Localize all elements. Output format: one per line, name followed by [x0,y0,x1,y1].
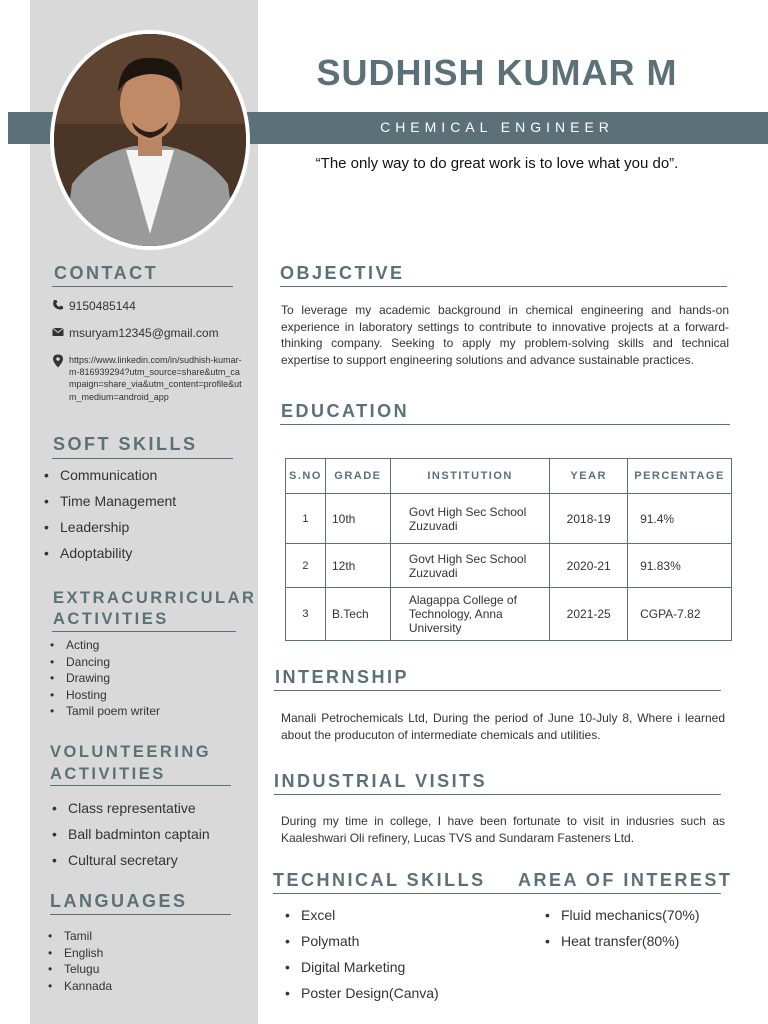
cell-percentage: CGPA-7.82 [628,588,732,641]
volunteering-heading-line1: VOLUNTEERING [50,743,212,761]
area-of-interest-list [545,902,700,954]
cell-percentage: 91.4% [628,494,732,544]
extracurricular-list [50,637,160,720]
area-of-interest-heading: AREA OF INTEREST [518,870,733,890]
industrial-visits-text: During my time in college, I have been fortunate to visit in indusries such as Kaaleshwari Oli refinery, Lucas TVS and Sundaram Fasteners Ltd. [281,814,725,845]
internship-rule [274,690,721,691]
list-item: • Digital Marketing [285,954,439,980]
contact-phone [52,299,136,314]
list-item: • Communication [44,462,176,488]
list-item: • Poster Design(Canva) [285,980,439,1006]
list-item: • Dancing [50,654,160,671]
volunteering-heading-line2: ACTIVITIES [50,765,166,783]
technical-skills-rule [273,893,721,894]
list-item: • English [48,945,112,962]
extracurricular-rule [52,631,236,632]
contact-heading: CONTACT [54,263,159,283]
soft-skills-rule [52,458,233,459]
list-item: • Excel [285,902,439,928]
objective-text: To leverage my academic background in chemical engineering and hands-on experience in laboratory settings to contribute to innovative projects at a forward-thinking company. Seeking to apply my problem-solving skills and technical expertise to support engineering solutions and advance sustainable practices. [281,303,729,367]
table-row [286,544,732,588]
volunteering-list [52,795,210,873]
contact-rule [52,286,233,287]
education-rule [280,424,730,425]
extracurricular-heading-line2: ACTIVITIES [53,610,169,628]
list-item: • Leadership [44,514,176,540]
education-table [285,458,732,641]
phone-number: 9150485144 [69,299,136,313]
industrial-visits-rule [274,794,721,795]
cell-grade: B.Tech [325,588,390,641]
list-item: • Tamil poem writer [50,703,160,720]
industrial-visits-heading: INDUSTRIAL VISITS [274,771,488,791]
column-header: INSTITUTION [390,459,549,494]
column-header: YEAR [550,459,628,494]
contact-email [52,326,219,340]
list-item: • Class representative [52,795,210,821]
cell-grade: 10th [325,494,390,544]
cell-institution: Alagappa College of Technology, Anna University [390,588,549,641]
column-header: PERCENTAGE [628,459,732,494]
quote: “The only way to do great work is to love what you do”. [315,155,679,172]
list-item: • Hosting [50,687,160,704]
list-item: • Time Management [44,488,176,514]
volunteering-rule [50,785,231,786]
list-item: • Ball badminton captain [52,821,210,847]
extracurricular-heading [53,588,256,630]
cell-institution: Govt High Sec School Zuzuvadi [390,494,549,544]
email-icon [52,326,64,340]
technical-skills-heading: TECHNICAL SKILLS [273,870,486,890]
email-address[interactable]: msuryam12345@gmail.com [69,326,219,340]
table-header-row [286,459,732,494]
column-header: GRADE [325,459,390,494]
cell-sno: 2 [286,544,326,588]
table-row [286,588,732,641]
objective-rule [280,286,727,287]
linkedin-url[interactable]: https://www.linkedin.com/in/sudhish-kumar-m-816939294?utm_source=share&utm_campaign=share_via&utm_content=profile&utm_medium=android_app [69,355,242,402]
list-item: • Adoptability [44,540,176,566]
list-item: • Cultural secretary [52,847,210,873]
volunteering-heading [50,741,211,785]
cell-sno: 1 [286,494,326,544]
languages-heading: LANGUAGES [50,891,188,911]
languages-list [48,928,112,994]
phone-icon [52,299,64,314]
list-item: • Polymath [285,928,439,954]
cell-institution: Govt High Sec School Zuzuvadi [390,544,549,588]
cell-grade: 12th [325,544,390,588]
list-item: • Acting [50,637,160,654]
list-item: • Telugu [48,961,112,978]
list-item: • Heat transfer(80%) [545,928,700,954]
profile-photo [54,34,246,246]
languages-rule [50,914,231,915]
location-pin-icon [52,354,64,371]
candidate-name: SUDHISH KUMAR M [316,52,678,93]
contact-linkedin [52,354,248,403]
cell-sno: 3 [286,588,326,641]
table-row [286,494,732,544]
list-item: • Kannada [48,978,112,995]
technical-skills-list [285,902,439,1006]
cell-percentage: 91.83% [628,544,732,588]
list-item: • Tamil [48,928,112,945]
list-item: • Drawing [50,670,160,687]
education-heading: EDUCATION [281,401,410,421]
cell-year: 2020-21 [550,544,628,588]
soft-skills-heading: SOFT SKILLS [53,434,198,454]
internship-heading: INTERNSHIP [275,667,410,687]
soft-skills-list [44,462,176,566]
objective-heading: OBJECTIVE [280,263,405,283]
job-title: CHEMICAL ENGINEER [380,119,614,135]
list-item: • Fluid mechanics(70%) [545,902,700,928]
cell-year: 2021-25 [550,588,628,641]
cell-year: 2018-19 [550,494,628,544]
extracurricular-heading-line1: EXTRACURRICULAR [53,589,257,607]
column-header: S.NO [286,459,326,494]
internship-text: Manali Petrochemicals Ltd, During the period of June 10-July 8, Where i learned about the producuton of intermediate chemicals and utilities. [281,711,725,742]
